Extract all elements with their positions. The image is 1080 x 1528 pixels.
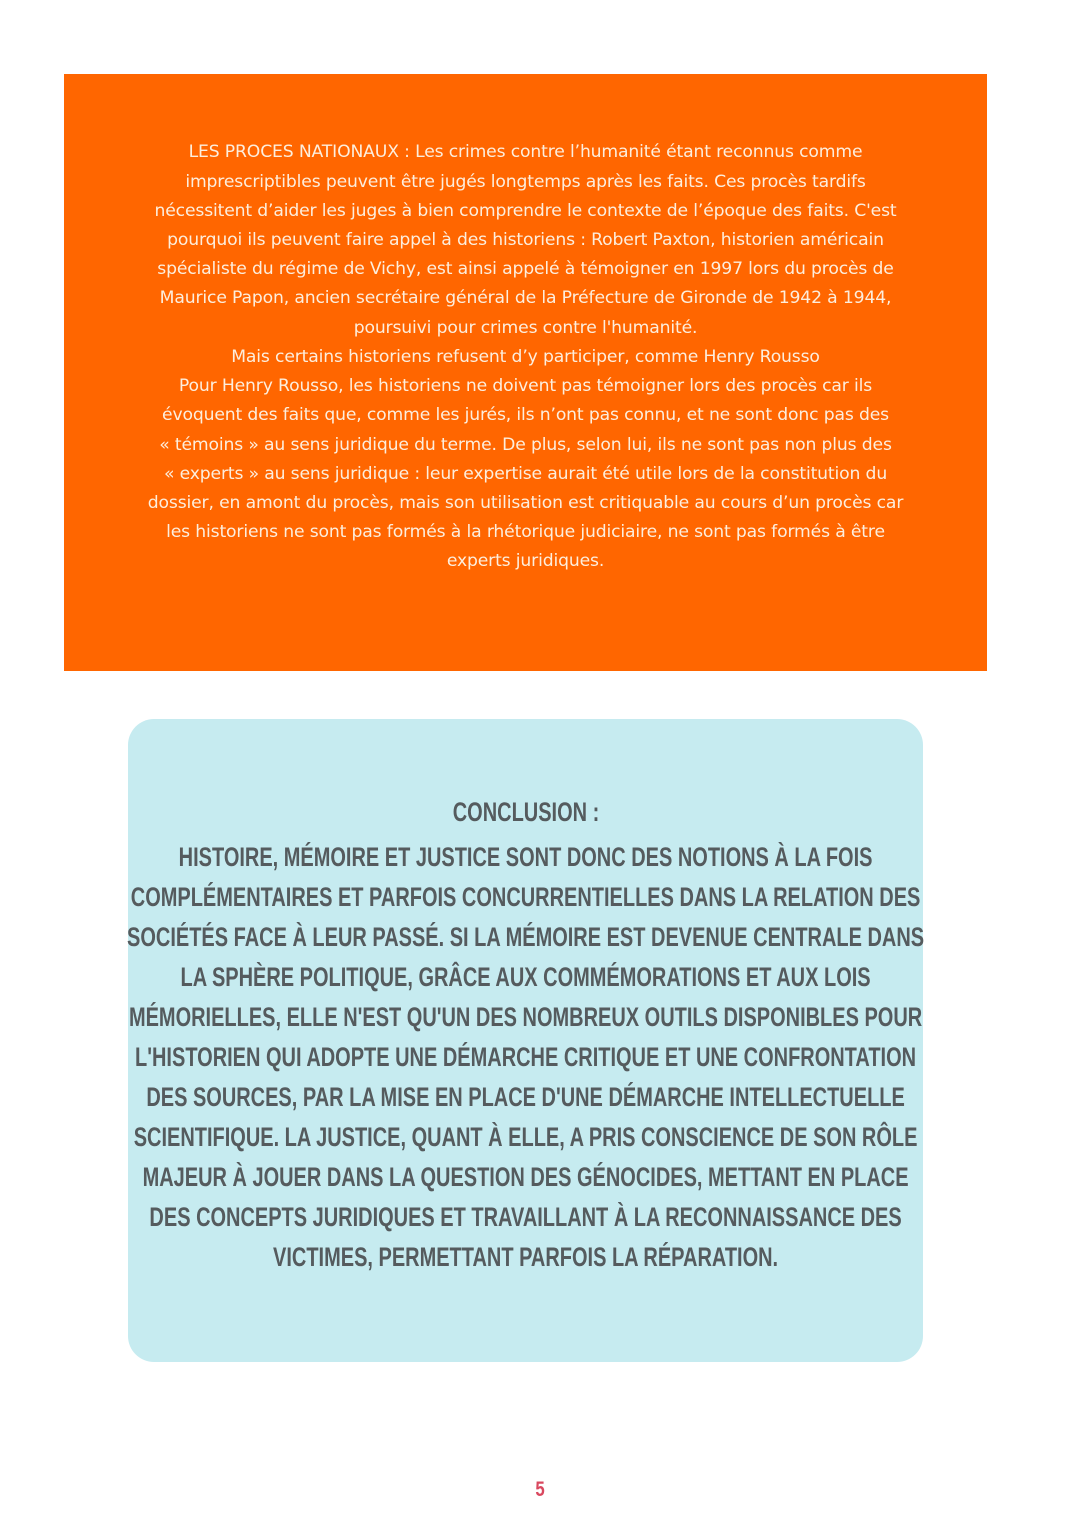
text-line: experts juridiques. bbox=[446, 551, 605, 572]
text-line: les historiens ne sont pas formés à la rhétorique judiciaire, ne sont pas formés à être bbox=[166, 522, 885, 543]
text-line: Pour Henry Rousso, les historiens ne doivent pas témoigner lors des procès car ils bbox=[178, 376, 873, 397]
text-line: Maurice Papon, ancien secrétaire général de la Préfecture de Gironde de 1942 à 1944, bbox=[159, 288, 892, 309]
text-line: « témoins » au sens juridique du terme. De plus, selon lui, ils ne sont pas non plus des bbox=[159, 434, 892, 455]
text-line: DES CONCEPTS JURIDIQUES ET TRAVAILLANT À LA RECONNAISSANCE DES bbox=[149, 1202, 902, 1232]
text-line: SOCIÉTÉS FACE À LEUR PASSÉ. SI LA MÉMOIRE EST DEVENUE CENTRALE DANS bbox=[126, 922, 925, 952]
conclusion-box bbox=[128, 719, 923, 1362]
conclusion-title: CONCLUSION : bbox=[452, 797, 599, 827]
text-line: DES SOURCES, PAR LA MISE EN PLACE D'UNE DÉMARCHE INTELLECTUELLE bbox=[146, 1082, 905, 1112]
text-line: VICTIMES, PERMETTANT PARFOIS LA RÉPARATION. bbox=[272, 1242, 779, 1272]
text-line: nécessitent d’aider les juges à bien comprendre le contexte de l’époque des faits. C'est bbox=[154, 200, 897, 221]
conclusion-text bbox=[0, 837, 1064, 1277]
text-line: poursuivi pour crimes contre l'humanité. bbox=[353, 317, 698, 338]
text-line: évoquent des faits que, comme les jurés, ils n’ont pas connu, et ne sont donc pas des bbox=[162, 405, 889, 426]
text-line: spécialiste du régime de Vichy, est ainsi appelé à témoigner en 1997 lors du procès de bbox=[157, 259, 894, 280]
text-line: HISTOIRE, MÉMOIRE ET JUSTICE SONT DONC DES NOTIONS À LA FOIS bbox=[178, 842, 873, 872]
proces-nationaux-box bbox=[64, 74, 987, 671]
text-line: Mais certains historiens refusent d’y participer, comme Henry Rousso bbox=[231, 346, 820, 367]
text-line: LA SPHÈRE POLITIQUE, GRÂCE AUX COMMÉMORATIONS ET AUX LOIS bbox=[180, 962, 871, 992]
text-line: COMPLÉMENTAIRES ET PARFOIS CONCURRENTIELLES DANS LA RELATION DES bbox=[130, 882, 921, 912]
text-line: imprescriptibles peuvent être jugés longtemps après les faits. Ces procès tardifs bbox=[185, 171, 866, 192]
text-line: pourquoi ils peuvent faire appel à des historiens : Robert Paxton, historien américain bbox=[167, 230, 884, 251]
text-line: « experts » au sens juridique : leur expertise aurait été utile lors de la constitution du bbox=[163, 463, 888, 484]
text-line: MÉMORIELLES, ELLE N'EST QU'UN DES NOMBREUX OUTILS DISPONIBLES POUR bbox=[128, 1002, 923, 1032]
text-line: L'HISTORIEN QUI ADOPTE UNE DÉMARCHE CRITIQUE ET UNE CONFRONTATION bbox=[134, 1042, 917, 1072]
text-line: MAJEUR À JOUER DANS LA QUESTION DES GÉNOCIDES, METTANT EN PLACE bbox=[142, 1162, 909, 1192]
text-line: SCIENTIFIQUE. LA JUSTICE, QUANT À ELLE, A PRIS CONSCIENCE DE SON RÔLE bbox=[133, 1122, 918, 1152]
proces-nationaux-text bbox=[76, 138, 976, 576]
text-line: dossier, en amont du procès, mais son utilisation est critiquable au cours d’un procès car bbox=[147, 492, 904, 513]
text-line: LES PROCES NATIONAUX : Les crimes contre l’humanité étant reconnus comme bbox=[188, 142, 863, 163]
page-number: 5 bbox=[535, 1478, 545, 1501]
